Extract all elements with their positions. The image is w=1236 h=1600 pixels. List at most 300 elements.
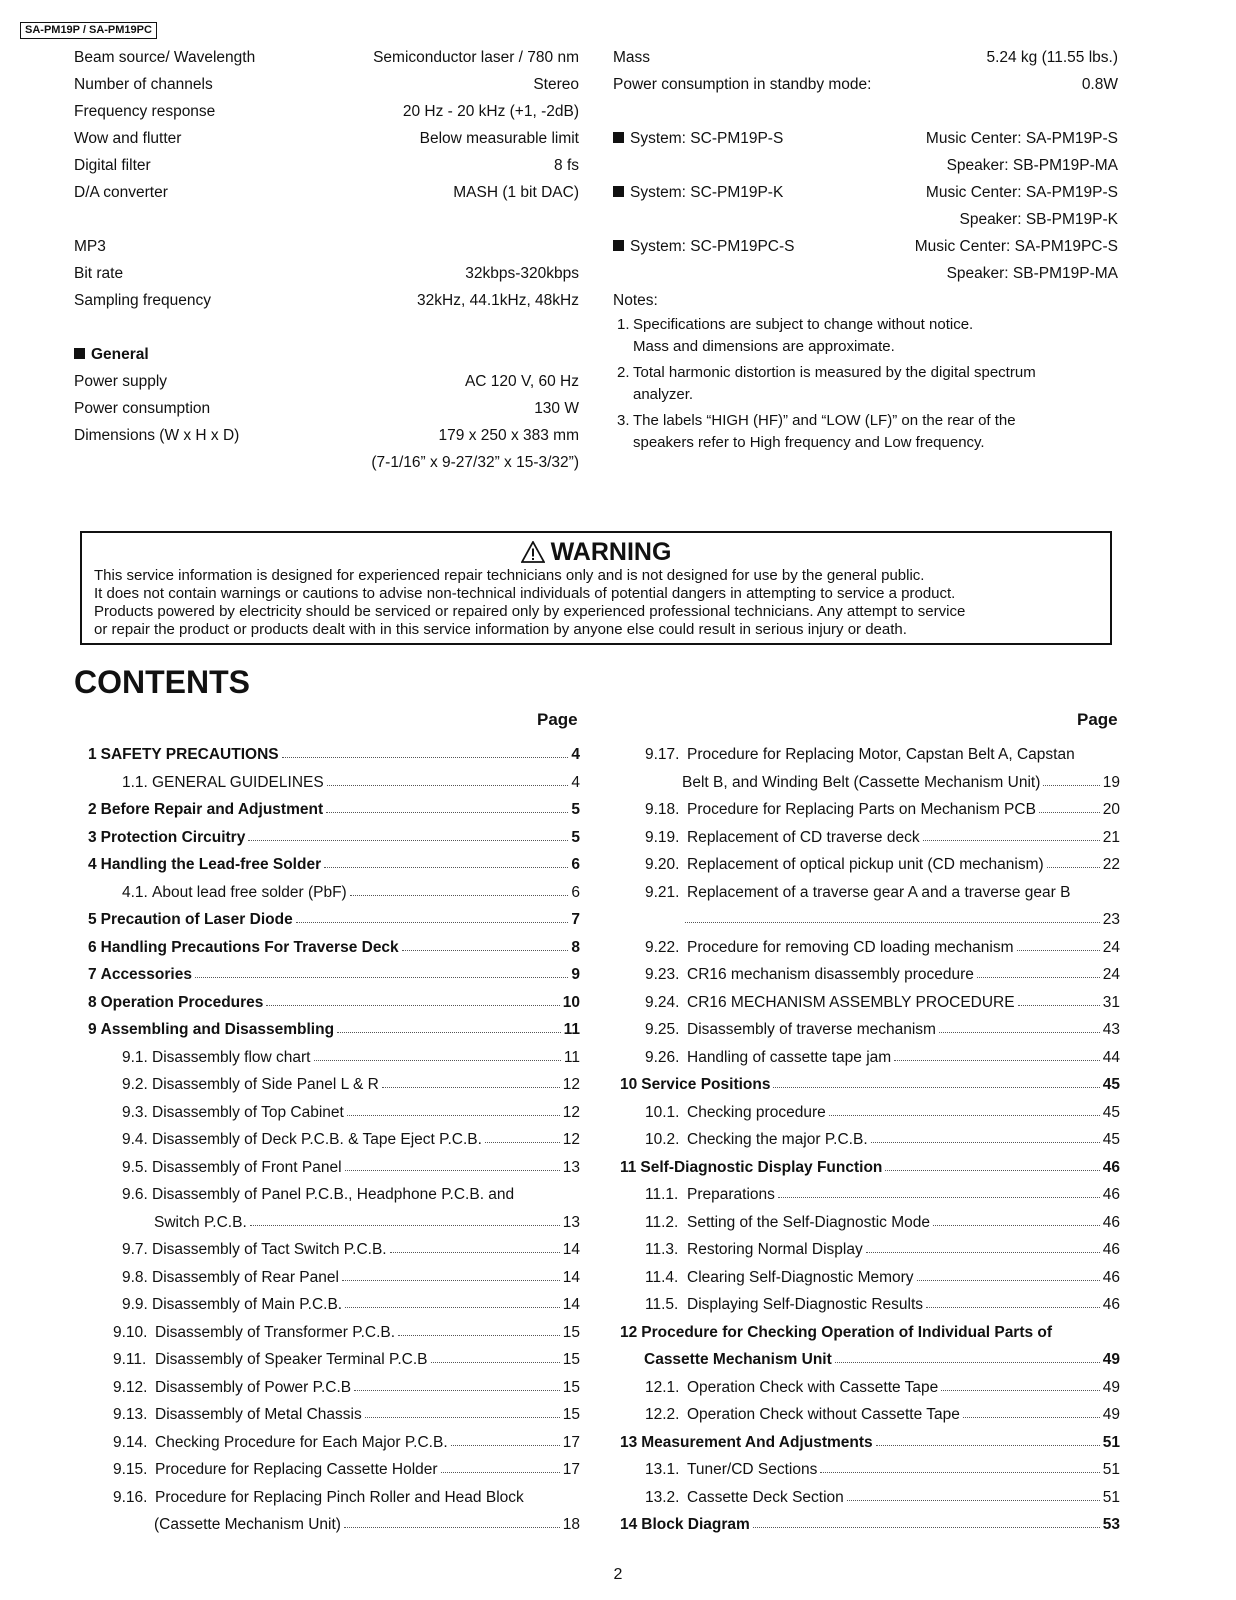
spec-row — [74, 395, 579, 422]
toc-entry — [620, 796, 1120, 824]
toc-leader-dots — [885, 1170, 1099, 1171]
toc-section-number: 10.1. — [645, 1103, 680, 1121]
toc-section-number: 9 — [88, 1021, 97, 1038]
toc-entry — [88, 741, 580, 769]
toc-title: Handling of cassette tape jam — [687, 1048, 892, 1066]
toc-entry — [88, 1511, 580, 1539]
toc-title: Belt B, and Winding Belt (Cassette Mechanism Unit) — [682, 773, 1041, 791]
toc-section-number: 9.11. — [113, 1351, 147, 1368]
toc-leader-dots — [847, 1500, 1100, 1501]
toc-leader-dots — [773, 1087, 1099, 1088]
toc-entry — [620, 1044, 1120, 1072]
toc-title: Procedure for Replacing Motor, Capstan Belt A, Capstan — [687, 746, 1075, 763]
toc-leader-dots — [871, 1142, 1100, 1143]
system-speaker-row — [613, 152, 1118, 179]
toc-entry — [88, 989, 580, 1017]
toc-leader-dots — [977, 977, 1100, 978]
toc-page-number: 15 — [562, 1406, 580, 1423]
toc-title: Protection Circuitry — [100, 828, 246, 846]
toc-entry — [88, 906, 580, 934]
toc-section-number: 9.8. — [122, 1268, 148, 1286]
note-text — [633, 410, 1103, 454]
toc-section-number: 11 — [620, 1158, 637, 1176]
note-line: Specifications are subject to change without notice. — [633, 316, 974, 333]
toc-entry — [88, 1044, 580, 1072]
toc-section-number: 10 — [620, 1076, 638, 1093]
toc-page-number: 46 — [1102, 1186, 1120, 1203]
spec-value: AC 120 V, 60 Hz — [464, 373, 579, 390]
toc-entry — [620, 1154, 1120, 1182]
toc-entry — [88, 1071, 580, 1099]
toc-title: Cassette Mechanism Unit — [644, 1351, 832, 1368]
toc-title: Disassembly of Power P.C.B — [155, 1378, 352, 1396]
toc-section-number: 11.4. — [645, 1268, 679, 1286]
spec-label: Beam source/ Wavelength — [74, 49, 256, 66]
toc-leader-dots — [398, 1335, 560, 1336]
toc-section-number: 9.16. — [113, 1488, 148, 1506]
note-line: Total harmonic distortion is measured by the digital spectrum — [633, 364, 1036, 381]
toc-section-number: 9.9. — [122, 1296, 148, 1313]
spec-row — [613, 44, 1118, 71]
toc-section-number: 4.1. — [122, 883, 148, 901]
music-center: Music Center: SA-PM19P-S — [925, 130, 1118, 147]
toc-entry — [620, 1484, 1120, 1512]
toc-section-number: 9.13. — [113, 1406, 148, 1423]
toc-entry — [620, 851, 1120, 879]
toc-leader-dots — [451, 1445, 560, 1446]
toc-title: Checking Procedure for Each Major P.C.B. — [155, 1433, 448, 1451]
toc-section-number: 9.25. — [645, 1021, 680, 1038]
toc-leader-dots — [829, 1115, 1100, 1116]
specs-right — [613, 44, 1118, 458]
toc-entry — [620, 1236, 1120, 1264]
toc-title: CR16 MECHANISM ASSEMBLY PROCEDURE — [687, 993, 1015, 1011]
general-heading: General — [74, 341, 579, 368]
toc-entry — [88, 851, 580, 879]
toc-section-number: 9.10. — [113, 1323, 148, 1341]
toc-section-number: 14 — [620, 1516, 638, 1533]
toc-page-number: 46 — [1102, 1296, 1120, 1313]
toc-page-number: 46 — [1102, 1268, 1120, 1286]
toc-entry — [88, 1154, 580, 1182]
note-item — [613, 314, 1118, 358]
toc-page-number: 15 — [562, 1378, 580, 1396]
toc-title: Self-Diagnostic Display Function — [640, 1158, 883, 1176]
toc-leader-dots — [820, 1472, 1099, 1473]
system-row — [613, 125, 1118, 152]
toc-title: GENERAL GUIDELINES — [152, 773, 324, 791]
toc-leader-dots — [926, 1307, 1100, 1308]
toc-section-number: 12.1. — [645, 1378, 680, 1396]
toc-entry — [620, 906, 1120, 934]
toc-section-number: 11.5. — [645, 1296, 679, 1313]
toc-section-number: 9.2. — [122, 1076, 148, 1093]
note-line: Mass and dimensions are approximate. — [633, 338, 895, 355]
toc-entry — [620, 1209, 1120, 1237]
toc-page-number: 46 — [1102, 1213, 1120, 1231]
toc-page-number: 14 — [562, 1241, 580, 1258]
toc-title: Disassembly of Main P.C.B. — [152, 1296, 343, 1313]
toc-leader-dots — [296, 922, 569, 923]
speaker: Speaker: SB-PM19P-MA — [946, 157, 1118, 174]
model-tag: SA-PM19P / SA-PM19PC — [20, 22, 157, 39]
toc-entry — [88, 1264, 580, 1292]
toc-title: Procedure for Checking Operation of Individual Parts of — [641, 1323, 1053, 1341]
toc-leader-dots — [894, 1060, 1100, 1061]
toc-page-number: 14 — [562, 1296, 580, 1313]
toc-leader-dots — [248, 840, 568, 841]
toc-leader-dots — [917, 1280, 1100, 1281]
toc-section-number: 9.21. — [645, 883, 680, 901]
toc-leader-dots — [390, 1252, 560, 1253]
page-column-header-right: Page — [1077, 710, 1118, 729]
toc-title: About lead free solder (PbF) — [152, 883, 347, 901]
toc-section-number: 13.1. — [645, 1461, 680, 1478]
toc-page-number: 51 — [1102, 1488, 1120, 1506]
toc-section-number: 9.14. — [113, 1433, 148, 1451]
toc-page-number: 6 — [571, 856, 580, 873]
toc-section-number: 9.15. — [113, 1461, 148, 1478]
toc-entry — [88, 1319, 580, 1347]
toc-title: Disassembly of Top Cabinet — [152, 1103, 344, 1121]
toc-leader-dots — [963, 1417, 1100, 1418]
toc-page-number: 49 — [1102, 1378, 1120, 1396]
toc-title: Before Repair and Adjustment — [100, 801, 324, 818]
toc-title: Disassembly of traverse mechanism — [687, 1021, 936, 1038]
toc-leader-dots — [347, 1115, 560, 1116]
spec-value: 0.8W — [1081, 76, 1118, 93]
note-item — [613, 410, 1118, 454]
spec-label: Dimensions (W x H x D) — [74, 427, 240, 444]
page-column-header-left: Page — [537, 710, 578, 729]
toc-section-number: 9.19. — [645, 828, 680, 846]
toc-page-number: 44 — [1102, 1048, 1120, 1066]
spec-row — [74, 449, 579, 476]
toc-section-number: 9.1. — [122, 1048, 148, 1066]
toc-section-number: 11.1. — [645, 1186, 679, 1203]
toc-section-number: 9.12. — [113, 1378, 148, 1396]
toc-title: Checking procedure — [687, 1103, 826, 1121]
toc-entry — [88, 1181, 580, 1209]
toc-page-number: 15 — [562, 1323, 580, 1341]
toc-leader-dots — [354, 1390, 560, 1391]
spec-row — [74, 152, 579, 179]
toc-page-number: 4 — [571, 773, 580, 791]
spec-value: Below measurable limit — [419, 130, 579, 147]
toc-title: Service Positions — [641, 1076, 771, 1093]
toc-leader-dots — [345, 1170, 560, 1171]
toc-entry — [88, 796, 580, 824]
note-number: 1. — [617, 316, 630, 333]
toc-entry — [88, 961, 580, 989]
spec-row — [613, 71, 1118, 98]
toc-title: Handling the Lead-free Solder — [100, 856, 322, 873]
toc-section-number: 2 — [88, 801, 97, 818]
toc-leader-dots — [326, 812, 568, 813]
toc-entry — [620, 879, 1120, 907]
toc-leader-dots — [402, 950, 569, 951]
toc-entry — [620, 741, 1120, 769]
page-number: 2 — [613, 1566, 623, 1583]
toc-leader-dots — [866, 1252, 1100, 1253]
contents-title: CONTENTS — [74, 664, 250, 700]
toc-title: Disassembly of Speaker Terminal P.C.B — [155, 1351, 428, 1368]
toc-title: Block Diagram — [641, 1516, 750, 1533]
note-text — [633, 314, 1103, 358]
toc-entry — [620, 1429, 1120, 1457]
toc-title: Procedure for Replacing Pinch Roller and Head Block — [155, 1488, 524, 1506]
system-name-text: System: SC-PM19PC-S — [630, 238, 795, 255]
spec-value: (7-1/16” x 9-27/32” x 15-3/32”) — [371, 454, 579, 471]
toc-title: Disassembly of Metal Chassis — [155, 1406, 362, 1423]
toc-entry — [88, 1456, 580, 1484]
toc-page-number: 12 — [562, 1103, 580, 1121]
toc-entry — [620, 1099, 1120, 1127]
toc-entry — [620, 1319, 1120, 1347]
toc-section-number: 13.2. — [645, 1488, 680, 1506]
spec-row — [74, 179, 579, 206]
toc-section-number: 9.3. — [122, 1103, 148, 1121]
toc-title: Accessories — [100, 966, 192, 983]
toc-section-number: 9.6. — [122, 1186, 148, 1203]
toc-page-number: 13 — [562, 1213, 580, 1231]
toc-leader-dots — [441, 1472, 560, 1473]
toc-entry — [620, 1181, 1120, 1209]
music-center: Music Center: SA-PM19PC-S — [914, 238, 1118, 255]
spec-label: Power consumption in standby mode: — [613, 76, 872, 93]
toc-title: Displaying Self-Diagnostic Results — [687, 1296, 924, 1313]
toc-leader-dots — [485, 1142, 560, 1143]
toc-section-number: 4 — [88, 856, 97, 873]
toc-page-number: 4 — [571, 746, 580, 763]
spec-value: 8 fs — [554, 157, 579, 174]
toc-entry — [620, 989, 1120, 1017]
toc-section-number: 13 — [620, 1433, 638, 1451]
toc-page-number: 15 — [562, 1351, 580, 1368]
square-bullet-icon — [613, 240, 624, 251]
toc-leader-dots — [337, 1032, 561, 1033]
toc-page-number: 24 — [1102, 966, 1120, 983]
spec-value: 179 x 250 x 383 mm — [438, 427, 579, 444]
toc-leader-dots — [876, 1445, 1100, 1446]
toc-page-number: 45 — [1102, 1076, 1120, 1093]
toc-page-number: 17 — [562, 1461, 580, 1478]
toc-section-number: 9.18. — [645, 801, 680, 818]
spec-label: D/A converter — [74, 184, 168, 201]
toc-section-number: 9.24. — [645, 993, 680, 1011]
toc-leader-dots — [382, 1087, 560, 1088]
toc-title: Disassembly of Side Panel L & R — [152, 1076, 379, 1093]
toc-entry — [88, 879, 580, 907]
square-bullet-icon — [74, 348, 85, 359]
toc-entry — [620, 1401, 1120, 1429]
warning-text — [94, 567, 1098, 639]
system-speaker-row — [613, 260, 1118, 287]
toc-entry — [620, 824, 1120, 852]
warning-triangle-icon — [521, 541, 545, 563]
toc-page-number: 19 — [1102, 773, 1120, 791]
toc-page-number: 13 — [562, 1158, 580, 1176]
toc-page-number: 45 — [1102, 1131, 1120, 1148]
toc-page-number: 20 — [1102, 801, 1120, 818]
toc-page-number: 23 — [1102, 911, 1120, 928]
toc-leader-dots — [327, 785, 569, 786]
toc-title: Procedure for Replacing Parts on Mechanism PCB — [687, 801, 1036, 818]
toc-page-number: 9 — [571, 966, 580, 983]
system-name — [613, 233, 795, 260]
toc-section-number: 6 — [88, 938, 97, 956]
toc-title: Cassette Deck Section — [687, 1488, 844, 1506]
toc-title: Replacement of a traverse gear A and a traverse gear B — [687, 883, 1071, 901]
system-row — [613, 233, 1118, 260]
toc-leader-dots — [1039, 812, 1100, 813]
toc-entry — [620, 769, 1120, 797]
toc-section-number: 9.23. — [645, 966, 680, 983]
mp3-heading: MP3 — [74, 238, 106, 255]
toc-title: Disassembly of Rear Panel — [152, 1268, 339, 1286]
toc-entry — [88, 1484, 580, 1512]
toc-leader-dots — [923, 840, 1100, 841]
toc-title: Operation Check with Cassette Tape — [687, 1378, 939, 1396]
toc-title: Operation Procedures — [100, 993, 264, 1011]
toc-leader-dots — [431, 1362, 560, 1363]
toc-leader-dots — [266, 1005, 559, 1006]
system-speaker-row — [613, 206, 1118, 233]
system-name-text: System: SC-PM19P-S — [630, 130, 784, 147]
toc-section-number: 12.2. — [645, 1406, 680, 1423]
note-line: The labels “HIGH (HF)” and “LOW (LF)” on the rear of the — [633, 412, 1016, 429]
toc-title: Clearing Self-Diagnostic Memory — [687, 1268, 914, 1286]
spec-value: MASH (1 bit DAC) — [453, 184, 579, 201]
toc-page-number: 49 — [1102, 1351, 1120, 1368]
toc-page-number: 51 — [1102, 1433, 1120, 1451]
toc-leader-dots — [835, 1362, 1100, 1363]
spec-value: Stereo — [533, 76, 579, 93]
toc-leader-dots — [933, 1225, 1100, 1226]
spec-label: Frequency response — [74, 103, 216, 120]
toc-entry — [88, 1374, 580, 1402]
toc-leader-dots — [342, 1280, 560, 1281]
toc-leader-dots — [1043, 785, 1099, 786]
toc-page-number: 51 — [1102, 1461, 1120, 1478]
spec-value: 130 W — [534, 400, 579, 417]
warning-box — [80, 531, 1112, 645]
toc-page-number: 21 — [1102, 828, 1120, 846]
toc-entry — [620, 1346, 1120, 1374]
system-name — [613, 125, 783, 152]
spec-row — [74, 368, 579, 395]
toc-leader-dots — [350, 895, 569, 896]
toc-entry — [88, 1016, 580, 1044]
toc-entry — [88, 1209, 580, 1237]
toc-left-column — [88, 741, 580, 1539]
toc-entry — [88, 1429, 580, 1457]
toc-title: Handling Precautions For Traverse Deck — [100, 938, 399, 956]
toc-page-number: 7 — [571, 911, 580, 928]
system-name-text: System: SC-PM19P-K — [630, 184, 784, 201]
spec-label: Power consumption — [74, 400, 211, 417]
toc-entry — [88, 934, 580, 962]
toc-leader-dots — [365, 1417, 560, 1418]
toc-page-number: 22 — [1102, 856, 1120, 873]
toc-leader-dots — [939, 1032, 1100, 1033]
toc-title: Assembling and Disassembling — [100, 1021, 335, 1038]
toc-title: SAFETY PRECAUTIONS — [100, 746, 279, 763]
toc-entry — [620, 1291, 1120, 1319]
toc-leader-dots — [314, 1060, 561, 1061]
toc-page-number: 6 — [571, 883, 580, 901]
toc-title: CR16 mechanism disassembly procedure — [687, 966, 974, 983]
toc-entry — [88, 824, 580, 852]
spec-value: 32kbps-320kbps — [465, 265, 579, 282]
toc-title: Procedure for removing CD loading mechanism — [687, 938, 1014, 956]
specs-left — [74, 44, 579, 476]
toc-leader-dots — [941, 1390, 1099, 1391]
spec-row — [74, 44, 579, 71]
toc-page-number: 31 — [1102, 993, 1120, 1011]
toc-title: Setting of the Self-Diagnostic Mode — [687, 1213, 930, 1231]
toc-section-number: 1.1. — [122, 773, 148, 791]
toc-page-number: 53 — [1102, 1516, 1120, 1533]
toc-title: Disassembly of Tact Switch P.C.B. — [152, 1241, 387, 1258]
spec-value: Semiconductor laser / 780 nm — [373, 49, 579, 66]
toc-page-number: 11 — [563, 1048, 580, 1066]
note-number: 3. — [617, 412, 630, 429]
toc-entry — [88, 1291, 580, 1319]
toc-leader-dots — [685, 922, 1100, 923]
toc-leader-dots — [1017, 950, 1100, 951]
square-bullet-icon — [613, 186, 624, 197]
toc-title: Disassembly of Deck P.C.B. & Tape Eject P.C.B. — [152, 1131, 482, 1148]
toc-entry — [620, 1126, 1120, 1154]
warning-title: WARNING — [94, 537, 1098, 567]
spec-label: Power supply — [74, 373, 168, 390]
spec-row — [74, 422, 579, 449]
spec-row — [74, 125, 579, 152]
toc-title: Tuner/CD Sections — [687, 1461, 818, 1478]
toc-page-number: 45 — [1102, 1103, 1120, 1121]
spec-value: 5.24 kg (11.55 lbs.) — [986, 49, 1118, 66]
toc-entry — [88, 1346, 580, 1374]
toc-leader-dots — [345, 1307, 560, 1308]
toc-leader-dots — [778, 1197, 1100, 1198]
toc-leader-dots — [1018, 1005, 1100, 1006]
music-center: Music Center: SA-PM19P-S — [925, 184, 1118, 201]
toc-title: Preparations — [687, 1186, 775, 1203]
toc-entry — [620, 1511, 1120, 1539]
note-line: analyzer. — [633, 386, 694, 403]
spec-value: 20 Hz - 20 kHz (+1, -2dB) — [402, 103, 579, 120]
spec-label: Number of channels — [74, 76, 213, 93]
toc-entry — [620, 1264, 1120, 1292]
toc-page-number: 49 — [1102, 1406, 1120, 1423]
toc-entry — [88, 1236, 580, 1264]
note-item — [613, 362, 1118, 406]
warning-line: or repair the product or products dealt with in this service information by anyone else could result in serious injury or death. — [94, 621, 907, 638]
toc-page-number: 12 — [562, 1131, 580, 1148]
toc-title: Measurement And Adjustments — [641, 1433, 873, 1451]
toc-section-number: 9.17. — [645, 746, 680, 763]
toc-page-number: 5 — [571, 828, 580, 846]
toc-entry — [88, 1099, 580, 1127]
toc-title: Disassembly of Transformer P.C.B. — [155, 1323, 396, 1341]
speaker: Speaker: SB-PM19P-MA — [946, 265, 1118, 282]
toc-title: Operation Check without Cassette Tape — [687, 1406, 960, 1423]
toc-entry — [620, 1016, 1120, 1044]
note-number: 2. — [617, 364, 630, 381]
toc-section-number: 9.26. — [645, 1048, 680, 1066]
warning-line: Products powered by electricity should be serviced or repaired only by experienced professional technicians. Any attempt to service — [94, 603, 966, 620]
